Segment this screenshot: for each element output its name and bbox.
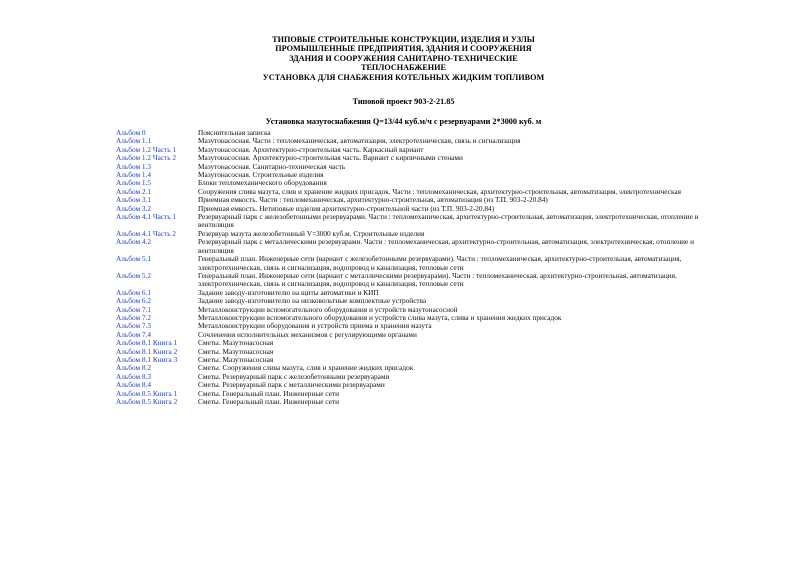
album-description: Сочленения исполнительных механизмов с регулирующими органами [198, 329, 417, 339]
album-link[interactable]: Альбом 5.2 [116, 270, 152, 280]
project-number: Типовой проект 903-2-21.85 [352, 97, 455, 106]
album-description: Мазутонасосная. Архитектурно-строительная часть. Каркасный вариант [198, 144, 424, 154]
album-description: Пояснительная записка [198, 128, 271, 137]
album-description: Мазутонасосная. Части : тепломеханическая, автоматизация, электротехническая, связь и сигнализация [198, 136, 521, 146]
album-description: Металлоконструкции оборудования и устройств приема и хранения мазута [198, 321, 432, 331]
album-row [116, 272, 716, 289]
album-link[interactable]: Альбом 1.4 [116, 170, 152, 180]
album-link[interactable]: Альбом 1.3 [116, 161, 152, 171]
album-description: Генеральный план. Инженерные сети (вариант с железобетонными резервуарами). Части : тепломеханическая, архитектурно-строительная, автоматизация, электротехническая, связь и сигнализация, водопровод и канализация, тепловые сети [198, 254, 682, 272]
album-description: Сметы. Генеральный план. Инженерные сети [198, 388, 339, 398]
album-link[interactable]: Альбом 8.4 [116, 380, 152, 390]
heading-line: ТЕПЛОСНАБЖЕНИЕ [360, 63, 447, 73]
album-link[interactable]: Альбом 8.2 [116, 363, 152, 373]
album-link[interactable]: Альбом 7.2 [116, 312, 152, 322]
album-description: Сметы. Мазутонасосная [198, 338, 274, 348]
album-link[interactable]: Альбом 1.2 Часть 1 [116, 144, 177, 154]
album-description: Задание заводу-изготовителю на щиты автоматики и КИП [198, 287, 379, 297]
album-row [116, 238, 716, 255]
heading-line: ПРОМЫШЛЕННЫЕ ПРЕДПРИЯТИЯ, ЗДАНИЯ И СООРУЖЕНИЯ [275, 44, 532, 54]
album-link[interactable]: Альбом 1.5 [116, 178, 152, 188]
album-row [116, 255, 716, 272]
album-description: Приемная емкость. Нетиповые изделия архитектурно-строительной части (из Т.П. 903-2-20.84) [198, 203, 495, 213]
album-link[interactable]: Альбом 4.1 Часть 2 [116, 228, 177, 238]
album-link[interactable]: Альбом 1.2 Часть 2 [116, 153, 177, 163]
album-description: Задание заводу-изготовителю на низковольтные комплектные устройства [198, 296, 427, 306]
album-link[interactable]: Альбом 2.1 [116, 186, 152, 196]
album-link[interactable]: Альбом 8.5 Книга 1 [116, 388, 178, 398]
album-row [116, 398, 716, 406]
album-description: Резервуарный парк с металлическими резервуарами. Части : тепломеханическая, архитектурно-строительная, автоматизация, электротехническая, отопление и вентиляция [198, 237, 695, 255]
heading-line: УСТАНОВКА ДЛЯ СНАБЖЕНИЯ КОТЕЛЬНЫХ ЖИДКИМ ТОПЛИВОМ [262, 72, 545, 82]
album-link[interactable]: Альбом 0 [116, 128, 146, 137]
heading-line: ЗДАНИЯ И СООРУЖЕНИЯ САНИТАРНО-ТЕХНИЧЕСКИЕ [289, 53, 518, 63]
album-link[interactable]: Альбом 3.2 [116, 203, 152, 213]
album-description: Сметы. Мазутонасосная [198, 346, 274, 356]
album-description: Сметы. Мазутонасосная [198, 354, 274, 364]
album-link[interactable]: Альбом 5.1 [116, 254, 152, 264]
album-link[interactable]: Альбом 6.1 [116, 287, 152, 297]
album-description: Генеральный план. Инженерные сети (вариант с металлическими резервуарами). Части : тепломеханическая, архитектурно-строительная, автоматизация, электротехническая, связь и сигнализация, водопровод и канализация, тепловые сети [198, 270, 677, 289]
album-description: Сооружения слива мазута, слив и хранение жидких присадок. Части : тепломеханическая, архитектурно-строительная, автоматизация, электротехническая [198, 186, 681, 196]
album-link[interactable]: Альбом 8.1 Книга 3 [116, 354, 178, 364]
album-description: Приемная емкость. Части : тепломеханическая, архитектурно-строительная, автоматизация (из Т.П. 903-2-20.84) [198, 195, 548, 205]
document-headings [0, 35, 807, 82]
album-description: Блоки тепломеханического оборудования [198, 178, 327, 188]
album-link[interactable]: Альбом 4.2 [116, 237, 152, 247]
album-link[interactable]: Альбом 8.1 Книга 1 [116, 338, 178, 348]
album-link[interactable]: Альбом 7.1 [116, 304, 152, 314]
heading-line: ТИПОВЫЕ СТРОИТЕЛЬНЫЕ КОНСТРУКЦИИ, ИЗДЕЛИЯ И УЗЛЫ [272, 35, 535, 44]
album-description: Резервуар мазута железобетонный V=3000 куб.м. Строительные изделия [198, 228, 425, 238]
album-link[interactable]: Альбом 7.3 [116, 321, 152, 331]
album-link[interactable]: Альбом 8.3 [116, 371, 152, 381]
project-subtitle: Установка мазутоснабжения Q=13/44 куб.м/ч с резервуарами 2*3000 куб. м [265, 117, 542, 126]
album-description: Металлоконструкции вспомогательного оборудования и устройств слива мазута, слива и хранения жидких присадок [198, 312, 562, 322]
album-description: Сметы. Резервуарный парк с металлическими резервуарами [198, 380, 385, 390]
album-description: Мазутонасосная. Архитектурно-строительная часть. Вариант с кирпичными стенами [198, 153, 463, 163]
album-description: Мазутонасосная. Санитарно-техническая часть [198, 161, 346, 171]
album-description: Сметы. Сооружения слива мазута, слив и хранение жидких присадок [198, 363, 414, 373]
album-list [116, 129, 716, 406]
album-link[interactable]: Альбом 8.1 Книга 2 [116, 346, 178, 356]
album-link[interactable]: Альбом 6.2 [116, 296, 152, 306]
album-row [116, 213, 716, 230]
album-link[interactable]: Альбом 4.1 Часть 1 [116, 212, 177, 222]
album-link[interactable]: Альбом 7.4 [116, 329, 152, 339]
album-link[interactable]: Альбом 3.1 [116, 195, 152, 205]
album-description: Мазутонасосная. Строительные изделия [198, 170, 324, 180]
album-description: Сметы. Резервуарный парк с железобетонными резервуарами [198, 371, 390, 381]
album-link[interactable]: Альбом 8.5 Книга 2 [116, 397, 178, 406]
album-description: Резервуарный парк с железобетонными резервуарами. Части : тепломеханическая, архитектурно-строительная, автоматизация, электротехническая, отопление и вентиляция [198, 212, 699, 230]
album-description: Сметы. Генеральный план. Инженерные сети [198, 397, 339, 406]
album-link[interactable]: Альбом 1.1 [116, 136, 152, 146]
album-description: Металлоконструкции вспомогательного оборудования и устройств мазутонасосной [198, 304, 458, 314]
